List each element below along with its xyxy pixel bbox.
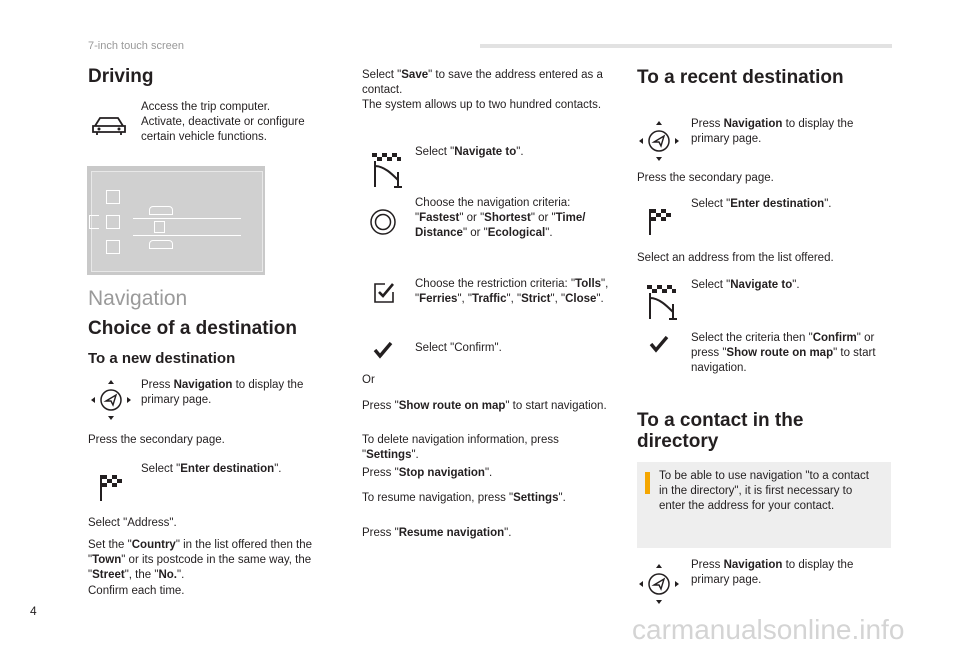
choice-title: Choice of a destination — [88, 318, 298, 339]
criteria-confirm-text: Select the criteria then "Confirm" or press "Show route on map" to start navigation. — [691, 332, 876, 374]
new-destination-title: To a new destination — [88, 350, 236, 367]
info-icon — [645, 472, 650, 494]
press-navigation-text-2: Press Navigation to display the primary page. — [691, 118, 854, 145]
secondary-page-text: Press the secondary page. — [88, 434, 225, 446]
info-box — [637, 462, 891, 548]
recent-destination-title: To a recent destination — [637, 67, 844, 88]
resume-settings-text: To resume navigation, press "Settings". — [362, 492, 566, 504]
driving-text: Access the trip computer. Activate, deactivate or configure certain vehicle functions. — [141, 101, 305, 143]
section-header: 7-inch touch screen — [88, 40, 184, 52]
enter-destination-text-2: Select "Enter destination". — [691, 198, 832, 210]
car-icon — [91, 114, 127, 136]
set-country-text: Set the "Country" in the list offered then the "Town" or its postcode in the same way, the "Street", the "No.". — [88, 539, 313, 581]
navigation-icon-2 — [637, 118, 681, 164]
navigate-to-text-2: Select "Navigate to". — [691, 279, 800, 291]
press-navigation-text-3: Press Navigation to display the primary page. — [691, 559, 854, 586]
contact-directory-title: To a contact in the directory — [637, 410, 804, 452]
check-icon — [154, 221, 165, 233]
back-icon — [89, 215, 99, 229]
navigation-title: Navigation — [88, 287, 188, 310]
criteria-icon — [369, 208, 397, 236]
press-navigation-text: Press Navigation to display the primary page. — [141, 379, 304, 406]
resume-navigation-text: Press "Resume navigation". — [362, 527, 512, 539]
camera-icon — [106, 190, 120, 204]
restriction-icon — [373, 282, 395, 304]
page-number: 4 — [30, 604, 37, 618]
clock-icon — [106, 215, 120, 229]
header-rule — [480, 44, 892, 48]
flag-icon — [99, 474, 123, 502]
car-info-icon — [149, 240, 173, 249]
navigation-icon — [89, 377, 133, 423]
secondary-page-text-2: Press the secondary page. — [637, 172, 774, 184]
save-text: Select "Save" to save the address entered as a contact. The system allows up to two hundred contacts. — [362, 69, 603, 111]
navigate-to-icon-2 — [645, 284, 677, 320]
select-list-text: Select an address from the list offered. — [637, 252, 834, 264]
flag-icon-2 — [648, 208, 672, 236]
delete-navigation-text: To delete navigation information, press "Settings". — [362, 434, 559, 461]
navigation-icon-3 — [637, 561, 681, 607]
navigate-to-icon — [370, 152, 402, 188]
confirm-each-text: Confirm each time. — [88, 585, 185, 597]
watermark: carmanualsonline.info — [632, 614, 905, 645]
confirm-check-icon-2 — [649, 335, 669, 353]
navigate-to-text: Select "Navigate to". — [415, 146, 524, 158]
navigation-criteria-text: Choose the navigation criteria: "Fastest" or "Shortest" or "Time/ Distance" or "Ecological". — [415, 197, 586, 239]
select-address-text: Select "Address". — [88, 517, 177, 529]
restriction-criteria-text: Choose the restriction criteria: "Tolls", "Ferries", "Traffic", "Strict", "Close". — [415, 278, 609, 305]
gauge-icon — [106, 240, 120, 254]
show-route-text: Press "Show route on map" to start navigation. — [362, 400, 607, 412]
confirm-check-icon — [373, 341, 393, 359]
screen-illustration — [87, 166, 265, 275]
or-text: Or — [362, 374, 375, 386]
select-confirm-text: Select "Confirm". — [415, 342, 502, 354]
driving-title: Driving — [88, 66, 154, 87]
info-text: To be able to use navigation "to a contact in the directory", it is first necessary to enter the address for your contact. — [659, 470, 869, 512]
car-settings-icon — [149, 206, 173, 215]
enter-destination-text: Select "Enter destination". — [141, 463, 282, 475]
stop-navigation-text: Press "Stop navigation". — [362, 467, 493, 479]
